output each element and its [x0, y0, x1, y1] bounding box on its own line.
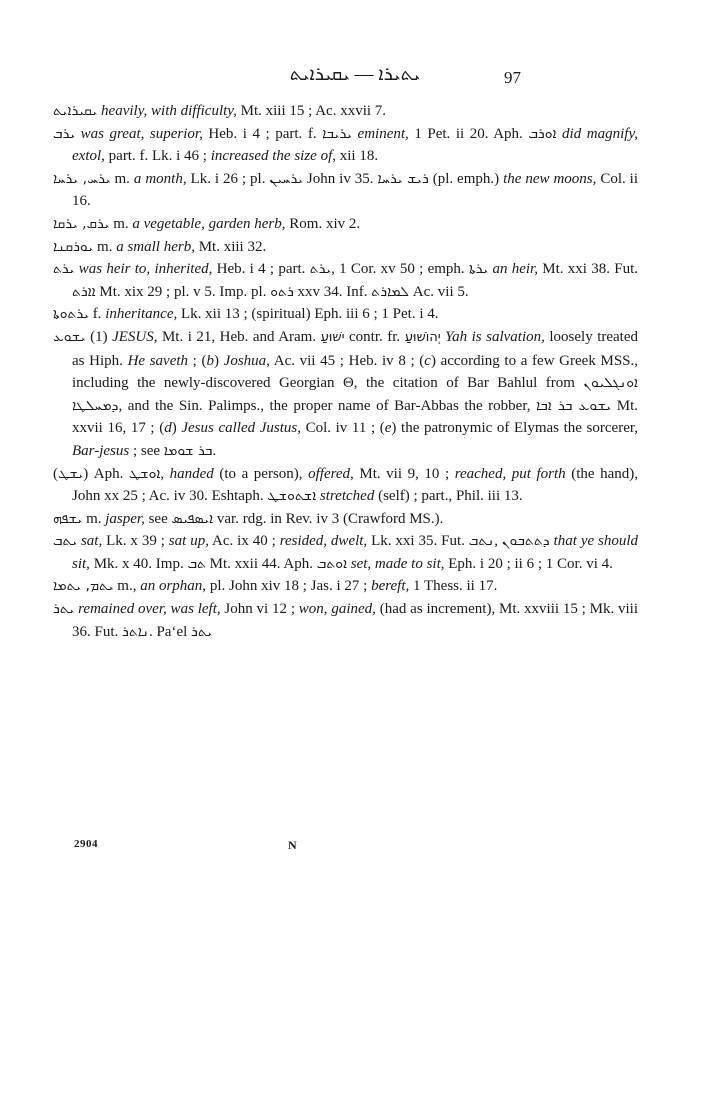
entry-text: Mt. xiii 32.: [194, 238, 267, 255]
syriac-headword: ܝܪܬܐ: [468, 261, 489, 278]
entry-text: m.,: [113, 578, 141, 595]
english-gloss: was great, superior,: [80, 125, 203, 142]
entry-text: Mt. xxvii 16, 17 ; (: [72, 397, 638, 437]
entry-text: Mt. i 21, Heb. and Aram.: [157, 328, 321, 345]
running-header: [0, 62, 710, 92]
entry-text: ; see: [129, 442, 164, 459]
hebrew-word: יְהוֹשׁוּעַ: [404, 329, 441, 345]
english-gloss: the new moons,: [503, 170, 597, 187]
lexicon-entry: [53, 123, 638, 168]
english-gloss: bereft,: [371, 578, 410, 595]
syriac-headword: ܝܬܒ: [53, 533, 78, 550]
entry-text: var. rdg. in Rev. iv 3 (Crawford MS.).: [213, 510, 444, 527]
entry-text: Lk. i 26 ; pl.: [186, 170, 270, 187]
syriac-headword: ܝܘܪܩܢܐ: [53, 238, 94, 255]
english-gloss: reached, put forth: [454, 465, 566, 482]
english-gloss: increased the size of,: [210, 148, 336, 165]
lexicon-entry: [53, 100, 638, 123]
lexicon-entries: [53, 100, 638, 643]
entry-text: ; (: [188, 352, 207, 369]
syriac-headword: ܝܪܚܝܢ: [269, 170, 303, 187]
entry-text: .: [212, 442, 217, 459]
entry-text: xxv 34. Inf.: [293, 283, 372, 300]
entry-text: Lk. xxi 35. Fut.: [367, 533, 469, 550]
entry-text: . Pa‘el: [148, 623, 192, 640]
entry-text: Eph. i 20 ; ii 6 ; 1 Cor. vi 4.: [444, 555, 613, 572]
english-gloss: e: [384, 420, 392, 437]
entry-text: Ac. vii 5.: [409, 283, 469, 300]
entry-text: Col. ii 16.: [72, 170, 639, 210]
english-gloss: was heir to, inherited,: [78, 261, 213, 278]
entry-text: 1 Thess. ii 17.: [409, 578, 498, 595]
syriac-headword: ܝܩܝܪܐܝܬ: [53, 103, 98, 119]
syriac-headword: ܝܬܪ: [53, 601, 75, 618]
entry-text: pl. John xiv 18 ; Jas. i 27 ;: [206, 578, 372, 595]
lexicon-entry: [53, 598, 638, 643]
english-gloss: Joshua,: [223, 352, 270, 369]
entry-text: m.: [93, 238, 117, 255]
entry-text: f.: [88, 306, 106, 323]
entry-text: (to a person),: [213, 465, 309, 482]
entry-text: , and the Sin. Palimps., the proper name of Bar-Abbas the robber,: [118, 397, 537, 414]
entry-text: Col. iv 11 ; (: [300, 420, 385, 437]
lexicon-entry: [53, 168, 638, 213]
syriac-headword: ܝܪܬ: [53, 261, 75, 278]
english-gloss: that ye should sit,: [72, 533, 639, 572]
entry-text: Mt. xxi 38. Fut.: [537, 261, 639, 278]
entry-text: (had as increment), Mt. xxviii 15 ; Mk. viii 36. Fut.: [72, 601, 639, 640]
english-gloss: Jesus called Justus,: [181, 420, 301, 437]
lexicon-entry: [53, 213, 638, 236]
entry-text: xii 18.: [336, 148, 379, 165]
syriac-headword: ܝܬܪ: [191, 623, 213, 640]
english-gloss: an orphan,: [140, 578, 207, 595]
entry-text: Heb. i 4 ; part.: [212, 261, 310, 278]
english-gloss: handed: [169, 465, 214, 482]
syriac-headword: ܐܝܣܦܝܣ: [171, 510, 214, 527]
lexicon-entry: [53, 463, 638, 508]
entry-text: ): [214, 352, 224, 369]
lexicon-entry: [53, 236, 638, 259]
english-gloss: d: [164, 420, 172, 437]
syriac-headword: ܝܬܡ, ܝܬܡܐ: [53, 578, 114, 595]
syriac-headword: ܝܫܦܗ: [53, 510, 83, 527]
entry-text: Mk. x 40. Imp.: [89, 555, 188, 572]
english-gloss: jasper,: [105, 510, 145, 527]
syriac-headword: ܝܪܩ, ܝܪܩܐ: [53, 215, 110, 232]
entry-text: Rom. xiv 2.: [285, 215, 361, 232]
syriac-headword: ܒܪ ܫܘܡܐ: [163, 442, 213, 459]
entry-text: Ac. vii 45 ; Heb. iv 8 ; (: [269, 352, 425, 369]
english-gloss: stretched: [319, 488, 375, 505]
syriac-headword: ܝܪܬܘܬܐ: [53, 306, 89, 323]
entry-text: loosely treated as Hiph.: [72, 328, 639, 369]
english-gloss: won, gained,: [298, 601, 376, 618]
entry-text: (self) ; part., Phil. iii 13.: [374, 488, 523, 505]
syriac-headword: ܝܫܘܥ: [53, 328, 86, 345]
running-header-title: ܝܬܝܪܐ — ܝܩܝܪܐܝܬ: [289, 64, 421, 85]
printer-signature: 2904: [74, 838, 98, 850]
signature-letter: N: [288, 838, 297, 852]
english-gloss: Bar-jesus: [72, 442, 130, 459]
english-gloss: He saveth: [127, 352, 189, 369]
entry-text: see: [144, 510, 172, 527]
syriac-headword: ܬܒ: [187, 555, 206, 572]
entry-text: m.: [110, 170, 134, 187]
entry-text: Mt. xiii 15 ; Ac. xxvii 7.: [236, 103, 387, 119]
syriac-headword: ܐܘܪܒ: [528, 125, 557, 142]
english-gloss: offered,: [308, 465, 354, 482]
entry-text: m.: [82, 510, 106, 527]
entry-text: 1 Pet. ii 20. Aph.: [408, 125, 529, 142]
entry-text: Lk. xii 13 ; (spiritual) Eph. iii 6 ; 1 Pet. i 4.: [177, 306, 439, 323]
page-footer: [0, 838, 710, 858]
entry-text: , 1 Cor. xv 50 ; emph.: [331, 261, 469, 278]
english-gloss: Yah is salvation,: [445, 328, 545, 345]
entry-text: ) according to a few Greek MSS., including the newly-discovered Georgian Θ, the citation of Bar Bahlul from: [72, 352, 638, 392]
entry-text: contr. fr.: [344, 328, 405, 345]
entry-text: Mt. vii 9, 10 ;: [353, 465, 455, 482]
entry-text: ) Aph.: [83, 465, 129, 482]
entry-text: John vi 12 ;: [220, 601, 299, 618]
entry-text: (: [53, 465, 58, 482]
entry-text: ): [171, 420, 182, 437]
hebrew-word: ישׁוּעַ: [320, 329, 345, 345]
syriac-headword: ܝܪܒ: [53, 125, 76, 142]
entry-text: Mt. xix 29 ; pl. v 5. Imp. pl.: [95, 283, 271, 300]
english-gloss: sat,: [80, 533, 103, 550]
english-gloss: an heir,: [492, 261, 538, 278]
english-gloss: a month,: [133, 170, 187, 187]
lexicon-entry: [53, 508, 638, 531]
syriac-headword: ܝܫܛ: [58, 465, 84, 482]
syriac-headword: ܐܐܪܬ: [72, 283, 96, 300]
entry-text: part. f. Lk. i 46 ;: [104, 148, 211, 165]
entry-text: (1): [85, 328, 113, 345]
entry-text: Ac. ix 40 ;: [208, 533, 280, 550]
entry-text: Mt. xxii 44. Aph.: [205, 555, 317, 572]
entry-text: m.: [109, 215, 133, 232]
syriac-headword: ܪܝܫ ܝܪܚܐ: [377, 170, 429, 187]
lexicon-entry: [53, 530, 638, 575]
english-gloss: eminent,: [357, 125, 409, 142]
syriac-headword: ܝܪܝܒܐ: [322, 125, 352, 142]
entry-text: Lk. x 39 ;: [102, 533, 169, 550]
english-gloss: did magnify, extol,: [72, 125, 639, 165]
syriac-headword: ܝܪܬ: [309, 261, 332, 278]
entry-text: (pl. emph.): [428, 170, 504, 187]
lexicon-entry: [53, 258, 638, 303]
syriac-headword: ܐܘܢܓܠܝܘܢ ܕܡܚܠܛܐ: [72, 375, 638, 414]
lexicon-entry: [53, 575, 638, 598]
english-gloss: sat up,: [168, 533, 209, 550]
page-number: 97: [504, 68, 521, 87]
syriac-headword: ܪܬܘ: [270, 283, 294, 300]
english-gloss: set, made to sit,: [350, 555, 445, 572]
syriac-headword: ܝܫܘܥ ܒܪ ܐܒܐ: [536, 397, 612, 414]
entry-text: ,: [494, 533, 502, 550]
english-gloss: remained over, was left,: [78, 601, 221, 618]
english-gloss: resided, dwelt,: [279, 533, 368, 550]
lexicon-entry: [53, 303, 638, 326]
syriac-headword: ܐܘܫܛ: [128, 465, 161, 482]
entry-text: ) the patronymic of Elymas the sorcerer,: [391, 420, 639, 437]
english-gloss: JESUS,: [112, 328, 158, 345]
syriac-headword: ܝܪܚ, ܝܪܚܐ: [53, 170, 111, 187]
english-gloss: a vegetable, garden herb,: [132, 215, 286, 232]
english-gloss: inheritance,: [105, 306, 178, 323]
syriac-headword: ܕܬܬܒܘܢ: [501, 533, 550, 550]
entry-text: John iv 35.: [302, 170, 378, 187]
english-gloss: b: [206, 352, 215, 369]
syriac-headword: ܢܐܬܪ: [122, 623, 149, 640]
syriac-headword: ܢܬܒ: [468, 533, 495, 550]
english-gloss: a small herb,: [116, 238, 195, 255]
entry-text: Heb. i 4 ; part. f.: [202, 125, 323, 142]
syriac-headword: ܠܡܐܪܬ: [371, 283, 410, 300]
english-gloss: heavily, with difficulty,: [101, 103, 237, 119]
lexicon-entry: [53, 326, 638, 463]
syriac-headword: ܐܘܬܒ: [316, 555, 348, 572]
entry-text: ,: [160, 465, 170, 482]
syriac-headword: ܐܫܬܘܫܛ: [267, 488, 317, 505]
english-gloss: c: [424, 352, 431, 369]
entry-text: (the hand), John xx 25 ; Ac. iv 30. Eshtaph.: [72, 465, 639, 505]
